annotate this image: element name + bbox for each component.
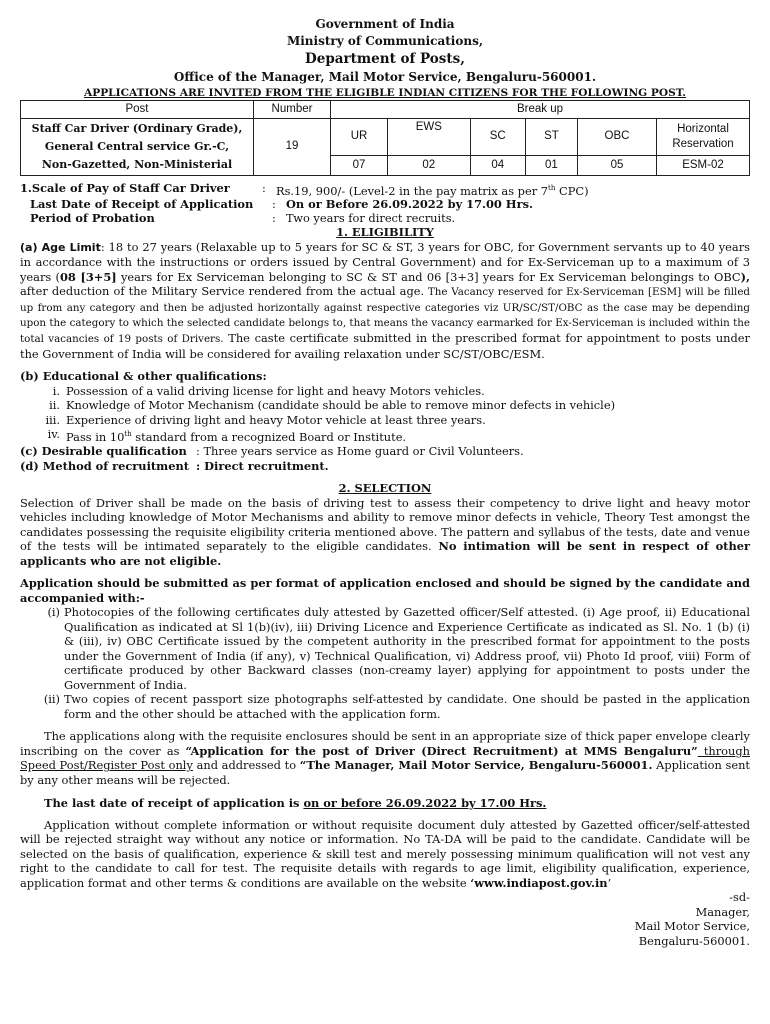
envelope-para: The applications along with the requisite enclosures should be sent in an appropriate size of thick paper envelope clearly inscribing on the cover as “Application for the post of Driver (Direct Recruitment) at MMS Bengaluru” through Speed Post/Register Post only and addressed to “The Manager, Mail Motor Service, Bengaluru-560001. Application sent by any other means will be rejected.	[20, 729, 750, 787]
val-ur: 07	[331, 155, 388, 175]
signature-office: Mail Motor Service,	[634, 919, 750, 934]
list-item: i. Possession of a valid driving license for light and heavy Motors vehicles.	[52, 383, 485, 398]
cat-ews: EWS	[388, 118, 470, 155]
cat-sc: SC	[470, 118, 525, 155]
qual-list	[20, 444, 750, 473]
header-govt: Government of India	[315, 17, 455, 31]
colon: :	[262, 180, 266, 195]
th-post: Post	[21, 101, 254, 119]
val-st: 01	[525, 155, 577, 175]
last-date-label: Last Date of Receipt of Application	[30, 197, 254, 212]
post-cell	[21, 118, 254, 175]
desirable-row: (c) Desirable qualification : Three years service as Home guard or Civil Volunteers.	[20, 444, 524, 459]
signature-title: Manager,	[695, 904, 750, 919]
post-line-2: General Central service Gr.-C,	[44, 139, 230, 153]
signature-sd: -sd-	[729, 890, 750, 905]
invite-line: APPLICATIONS ARE INVITED FROM THE ELIGIBLE INDIAN CITIZENS FOR THE FOLLOWING POST.	[84, 87, 686, 99]
header-ministry: Ministry of Communications,	[286, 34, 484, 48]
probation-label: Period of Probation	[30, 211, 155, 226]
post-line-1: Staff Car Driver (Ordinary Grade),	[31, 121, 243, 135]
application-list	[20, 605, 750, 721]
last-date-para: The last date of receipt of application is on or before 26.09.2022 by 17.00 Hrs.	[44, 796, 547, 811]
probation-row	[20, 211, 750, 225]
header-office: Office of the Manager, Mail Motor Service, Bengaluru-560001.	[173, 70, 597, 84]
list-item: iii. Experience of driving light and heavy Motor vehicle at least three years.	[45, 412, 486, 427]
cat-horizontal: Horizontal Reservation	[657, 118, 750, 155]
list-item: (i) Photocopies of the following certificates duly attested by Gazetted officer/Self attested. (i) Age proof, ii) Educational Qualification as indicated at Sl 1(b)(iv), iii) Driving Licence and Experience Certificate as indicated as Sl. No. 1 (b) (i) & (iii), iv) OBC Certificate issued by the competent authority in the prescribed format for appointment to the posts under the Government of India (if any), v) Technical Qualification, vi) Address proof, vii) Photo Id proof, viii) Form of certificate produced by other Backward classes (non-creamy layer) applying for appointment to posts under the Government of India.	[47, 605, 750, 692]
val-obc: 05	[577, 155, 656, 175]
val-ews: 02	[388, 155, 470, 175]
cat-obc: OBC	[577, 118, 656, 155]
list-item: iv. Pass in 10th standard from a recognized Board or Institute.	[47, 427, 407, 444]
signature-city: Bengaluru-560001.	[638, 933, 750, 948]
list-item: (ii) Two copies of recent passport size photographs self-attested by candidate. One should be pasted in the application form and the other should be attached with the application form.	[43, 692, 750, 721]
val-sc: 04	[470, 155, 525, 175]
pay-scale-value: Rs.19, 900/- (Level-2 in the pay matrix as per 7th CPC)	[276, 183, 589, 198]
method-row: (d) Method of recruitment : Direct recruitment.	[20, 458, 329, 473]
probation-value: Two years for direct recruits.	[286, 211, 456, 226]
last-date-value: On or Before 26.09.2022 by 17.00 Hrs.	[286, 197, 533, 212]
last-date-row	[20, 197, 750, 211]
header-department: Department of Posts,	[305, 51, 465, 67]
post-table	[20, 100, 750, 176]
notice-page	[20, 0, 750, 948]
pay-scale-label: 1.Scale of Pay of Staff Car Driver	[20, 180, 230, 195]
th-breakup: Break up	[331, 101, 750, 119]
age-limit-para: (a) Age Limit: 18 to 27 years (Relaxable up to 5 years for SC & ST, 3 years for OBC, for Government servants up to 40 years in accordance with the instructions or orders issued by Central Government) and for Ex-Serviceman up to a maximum of 3 years (08 [3+5] years for Ex Serviceman belonging to SC & ST and 06 [3+3] years for Ex Serviceman belongings to OBC), after deduction of the Military Service rendered from the actual age. The Vacancy reserved for Ex-Serviceman [ESM] will be filled up from any category and then be adjusted horizontally against respective categories viz UR/SC/ST/OBC as the case may be depending upon the category to which the selected candidate belongs to, that means the vacancy earmarked for Ex-Serviceman is included within the total vacancies of 19 posts of Drivers. The caste certificate submitted in the prescribed format for appointment to posts under the Government of India will be considered for availing relaxation under SC/ST/OBC/ESM.	[20, 239, 751, 361]
terms-para: Application without complete information or without requisite document duly attested by Gazetted officer/self-attested will be rejected straight way without any notice or information. No TA-DA will be paid to the candidate. Candidate will be selected on the basis of qualification, experience & skill test and merely possessing minimum qualification will not vest any right to the candidate to call for test. The requisite details with regards to age limit, eligibility qualification, experience, application format and other terms & conditions are available on the website ‘www.indiapost.gov.in’	[20, 817, 750, 890]
selection-heading: 2. SELECTION	[338, 481, 432, 496]
cat-ur: UR	[331, 118, 388, 155]
number-cell: 19	[254, 118, 331, 175]
selection-para: Selection of Driver shall be made on the basis of driving test to assess their competency to drive light and heavy motor vehicles including knowledge of Motor Mechanisms and ability to remove minor defects in vehicle, Theory Test amongst the candidates possessing the requisite eligibility criteria mentioned above. The pattern and syllabus of the tests, date and venue of the tests will be intimated separately to the eligible candidates. No intimation will be sent in respect of other applicants who are not eligible.	[20, 495, 750, 568]
colon: :	[272, 211, 276, 226]
cat-st: ST	[525, 118, 577, 155]
post-line-3: Non-Gazetted, Non-Ministerial	[41, 157, 233, 171]
th-number: Number	[254, 101, 331, 119]
application-intro: Application should be submitted as per format of application enclosed and should be signed by the candidate and accompanied with:-	[20, 576, 750, 605]
pay-scale-row	[20, 181, 750, 198]
edu-heading: (b) Educational & other qualifications:	[20, 369, 267, 384]
colon: :	[272, 197, 276, 212]
eligibility-heading: 1. ELIGIBILITY	[336, 225, 434, 240]
val-horizontal: ESM-02	[657, 155, 750, 175]
list-item: ii. Knowledge of Motor Mechanism (candidate should be able to remove minor defects in vehicle)	[49, 398, 616, 413]
edu-list	[20, 384, 750, 445]
